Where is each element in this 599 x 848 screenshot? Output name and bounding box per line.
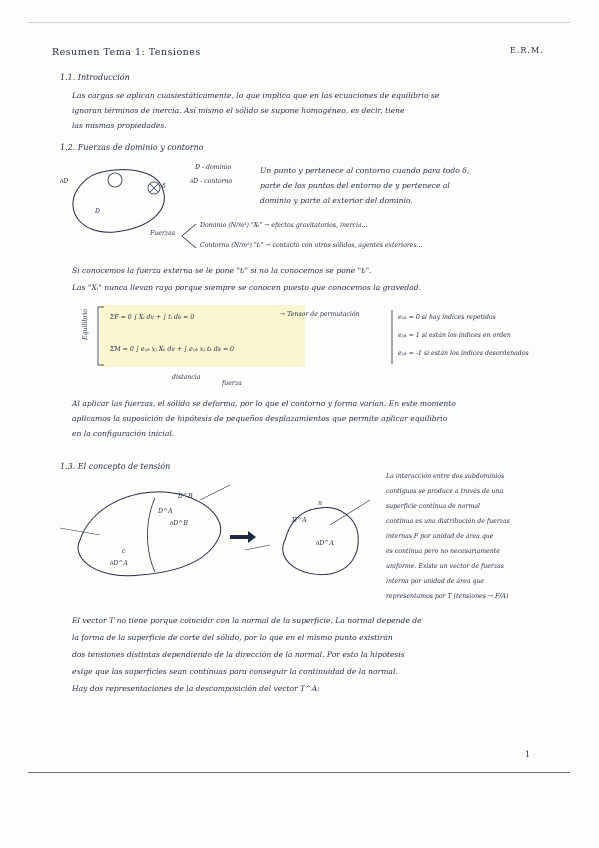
annotation-distancia: distancia <box>172 374 201 381</box>
tension-def-line-9: representamos por T (tensiones → F/A) <box>386 593 509 600</box>
annotation-fuerza: fuerza <box>222 380 242 387</box>
tension-sketch <box>60 480 380 590</box>
body-line-4: exige que las superficies sean contínuas para conseguir la continuidad de la normal. <box>72 667 398 676</box>
label-d: D <box>95 208 100 215</box>
label-dda-left: ∂D^A <box>110 560 128 567</box>
closing-line-3: en la configuración inicial. <box>72 429 175 438</box>
contour-def-line-2: parte de los puntos del entorno de y pertenece al <box>260 181 450 190</box>
author-initials: E.R.M. <box>510 46 544 55</box>
label-da-left: D^A <box>158 508 173 515</box>
section-heading-fuerzas: 1.2. Fuerzas de dominio y contorno <box>60 143 204 152</box>
equations-bracket <box>96 305 106 367</box>
label-delta: δ <box>162 183 166 190</box>
equilibrio-label: Equilibrio <box>82 308 89 340</box>
label-c-left: c <box>122 548 126 555</box>
body-line-1: El vector T no tiene porque coincidir con la normal de la superficie. La normal depende de <box>72 616 422 625</box>
fuerzas-label: Fuerzas <box>150 230 176 237</box>
top-rule <box>28 22 570 23</box>
body-line-5: Hay dos representaciones de la descomposición del vector T^A: <box>72 684 320 693</box>
body-line-3: dos tensiones distintas dependiendo de la dirección de la normal. Por esto la hipótesis <box>72 650 405 659</box>
rules-bracket <box>390 308 398 366</box>
tension-def-line-7: uniforme. Existe un vector de fuerzas <box>386 563 504 570</box>
perm-rule-unordered: eᵢⱼₖ = -1 si están los índices desordenados <box>398 350 529 357</box>
closing-line-2: aplicamos la suposición de hipótesis de pequeños desplazamientos que permite aplicar equilibrio <box>72 414 448 423</box>
tension-def-line-4: contínua es una distribución de fuerzas <box>386 518 510 525</box>
equation-moment-balance: ΣM = 0 ∫ eᵢⱼₖ xⱼ Xₖ dv + ∫ eᵢⱼₖ xⱼ tₖ ds = 0 <box>110 346 234 353</box>
label-dd: ∂D <box>60 178 69 185</box>
intro-line-1: Las cargas se aplican cuasiestáticamente, lo que implica que en las ecuaciones de equilibrio se <box>72 91 440 100</box>
tensor-permutacion-note: → Tensor de permutación <box>280 311 360 318</box>
label-db-left: D^B <box>178 493 193 500</box>
tension-def-line-6: es contínua pero no necesariamente <box>386 548 500 555</box>
label-dd-contorno: ∂D - contorno <box>190 178 233 185</box>
fuerza-dominio: Dominio (N/m³) "Xᵢ" → efectos gravitatorios, inercia... <box>200 222 368 229</box>
note-line-2: Las "Xᵢ" nunca llevan raya porque siempre se conocen puesto que conocemos la gravedad. <box>72 283 422 292</box>
tension-def-line-1: La interacción entre dos subdominios <box>386 473 505 480</box>
page-title: Resumen Tema 1: Tensiones <box>52 47 201 58</box>
tension-def-line-2: contiguos se produce a través de una <box>386 488 504 495</box>
equation-force-balance: ΣF = 0 ∫ Xᵢ dv + ∫ tᵢ ds = 0 <box>110 314 195 321</box>
intro-line-2: ignoran términos de inercia. Así mismo el sólido se supone homogéneo, es decir, tiene <box>72 106 405 115</box>
fuerzas-brace <box>178 222 198 250</box>
page-number: 1 <box>525 750 531 759</box>
contour-def-line-1: Un punto y pertenece al contorno cuando para todo δ, <box>260 166 470 175</box>
label-d-dominio: D - dominio <box>195 164 232 171</box>
section-heading-tension: 1.3. El concepto de tensión <box>60 462 171 471</box>
label-da-right: D^A <box>292 517 307 524</box>
contour-def-line-3: dominio y parte al exterior del dominio. <box>260 196 413 205</box>
fuerza-contorno: Contorno (N/m²) "tᵢ" → contacto con otros sólidos, agentes exteriores... <box>200 242 423 249</box>
section-heading-introduccion: 1.1. Introducción <box>60 73 130 82</box>
body-line-2: la forma de la superficie de corte del sólido, por lo que en el mismo punto existirán <box>72 633 393 642</box>
label-n-right: n <box>318 500 322 507</box>
intro-line-3: las mismas propiedades. <box>72 121 167 130</box>
perm-rule-ordered: eᵢⱼₖ = 1 si están los índices en orden <box>398 332 511 339</box>
tension-def-line-5: internas F por unidad de área que <box>386 533 494 540</box>
bottom-rule <box>28 772 570 773</box>
note-line-1: Si conocemos la fuerza externa se le pone "tᵢ" si no la conocemos se pone "tᵢ". <box>72 266 372 275</box>
tension-def-line-8: interna por unidad de área que <box>386 578 485 585</box>
closing-line-1: Al aplicar las fuerzas, el sólido se deforma, por lo que el contorno y forma varían. En este momento <box>72 399 456 408</box>
label-ddb-left: ∂D^B <box>170 520 188 527</box>
tension-def-line-3: superficie contínua de normal <box>386 503 480 510</box>
perm-rule-repeated: eᵢⱼₖ = 0 si hay índices repetidos <box>398 314 496 321</box>
label-dda-right: ∂D^A <box>316 540 334 547</box>
